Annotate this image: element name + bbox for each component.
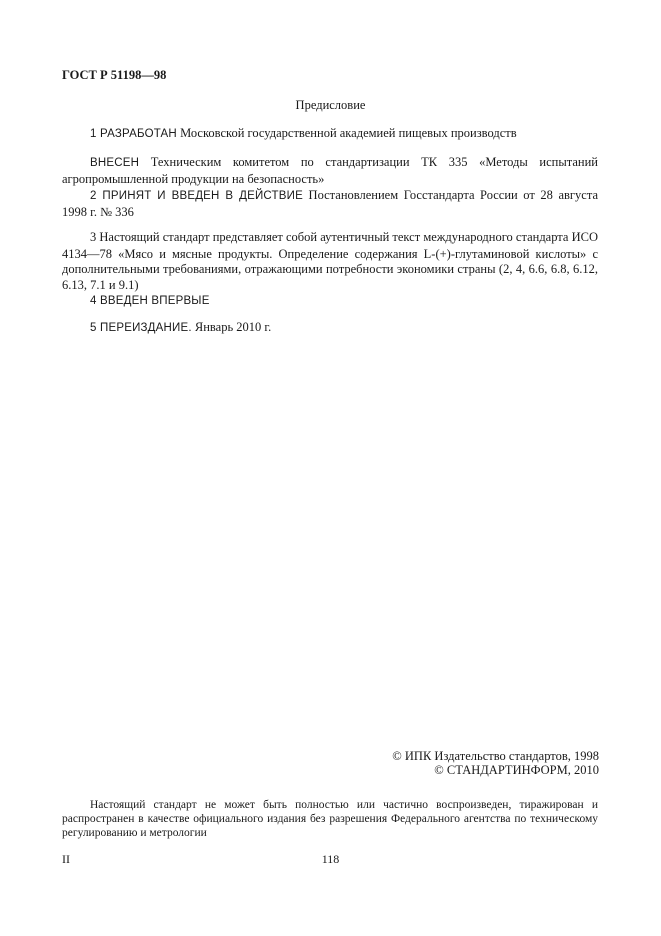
paragraph-lead: 5 ПЕРЕИЗДАНИЕ. bbox=[90, 322, 192, 334]
paragraph-introduced bbox=[62, 155, 598, 187]
paragraph-lead: 1 РАЗРАБОТАН bbox=[90, 128, 177, 140]
paragraph-text: Техническим комитетом по стандартизации ТК 335 «Методы испытаний агропромышленной продукции на безопасность» bbox=[62, 155, 598, 186]
paragraph-text: Январь 2010 г. bbox=[191, 320, 272, 334]
paragraph-adopted bbox=[62, 188, 598, 220]
paragraph-lead: ВНЕСЕН bbox=[90, 157, 140, 169]
copyright-line: © СТАНДАРТИНФОРМ, 2010 bbox=[434, 763, 599, 777]
paragraph-first-introduced bbox=[62, 293, 598, 310]
page-roman-numeral: II bbox=[62, 852, 70, 866]
paragraph-text: Московской государственной академией пищевых производств bbox=[176, 126, 517, 140]
reproduction-notice: Настоящий стандарт не может быть полностью или частично воспроизведен, тиражирован и распространен в качестве официального издания без разрешения Федерального агентства по техническому регулированию и метрологии bbox=[62, 799, 598, 839]
paragraph-lead: 4 ВВЕДЕН ВПЕРВЫЕ bbox=[90, 295, 210, 307]
paragraph-reissue bbox=[62, 320, 598, 337]
copyright-line: © ИПК Издательство стандартов, 1998 bbox=[392, 749, 599, 763]
paragraph-lead: 2 ПРИНЯТ И ВВЕДЕН В ДЕЙСТВИЕ bbox=[90, 190, 303, 202]
document-header: ГОСТ Р 51198—98 bbox=[62, 68, 167, 82]
paragraph-standard-text bbox=[62, 230, 598, 293]
page-number: 118 bbox=[321, 852, 340, 866]
paragraph-developed bbox=[62, 126, 598, 143]
section-title: Предисловие bbox=[295, 98, 366, 112]
paragraph-text: Постановлением Госстандарта России от 28 августа 1998 г. № 336 bbox=[62, 188, 599, 219]
paragraph-text: 3 Настоящий стандарт представляет собой аутентичный текст международного стандарта ИСО 4134—78 «Мясо и мясные продукты. Определение содержания L-(+)-глутаминовой кислоты» с дополнительными требованиями, отражающими потребности экономики страны (2, 4, 6.6, 6.8, 6.12, 6.13, 7.1 и 9.1) bbox=[62, 230, 598, 292]
